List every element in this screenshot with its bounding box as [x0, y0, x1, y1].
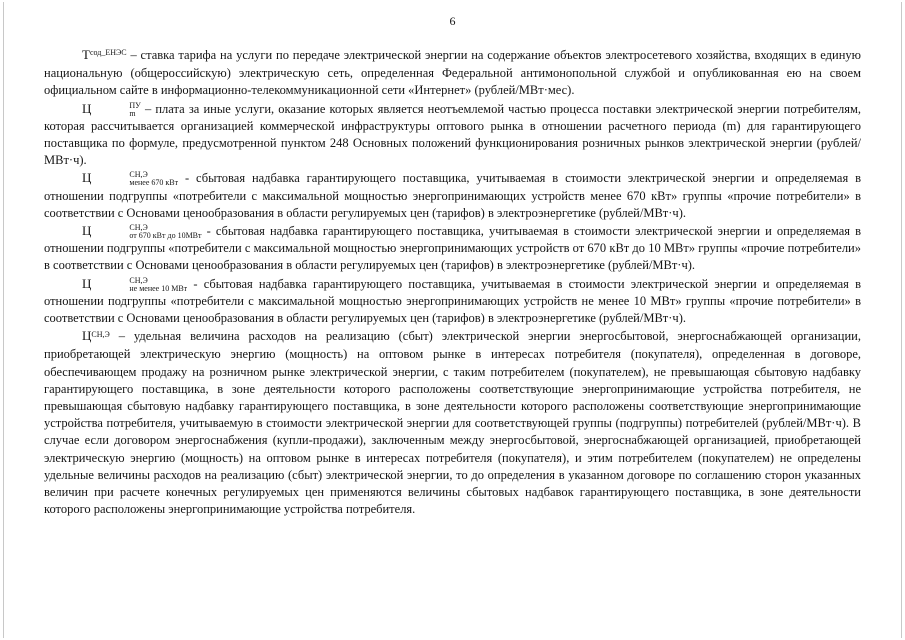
- paragraph-other-services-fee: [44, 100, 861, 170]
- formula-subscript: менее 670 кВт: [129, 178, 179, 188]
- paragraph-specific-sales-costs: [44, 327, 861, 518]
- formula-superscript: СН,Э: [129, 223, 148, 233]
- formula-indices: [91, 102, 140, 118]
- document-body: [44, 46, 861, 518]
- paragraph-text: - сбытовая надбавка гарантирующего поставщика, учитываемая в стоимости электрической энергии и определяемая в отношении подгруппы «потребители с максимальной мощностью энергопринимающих устройств менее 670 кВт» группы «прочие потребители» в соответствии с Основами ценообразования в области регулируемых цен (тарифов) в электроэнергетике (рублей/МВт·ч).: [44, 171, 861, 220]
- paragraph-text: - сбытовая надбавка гарантирующего поставщика, учитываемая в стоимости электрической энергии и определяемая в отношении подгруппы «потребители с максимальной мощностью энергопринимающих устройств не менее 10 МВт» группы «прочие потребители» в соответствии с Основами ценообразования в области регулируемых цен (тарифов) в электроэнергетике (рублей/МВт·ч).: [44, 276, 861, 326]
- formula-subscript: не менее 10 МВт: [129, 283, 188, 293]
- formula-indices: [91, 277, 187, 293]
- paragraph-text: - сбытовая надбавка гарантирующего поставщика, учитываемая в стоимости электрической энергии и определяемая в отношении подгруппы «потребители с максимальной мощностью энергопринимающих устройств от 670 кВт до 10 МВт» группы «прочие потребители» в соответствии с Основами ценообразования в области регулируемых цен (тарифов) в электроэнергетике (рублей/МВт·ч).: [44, 224, 861, 273]
- formula-superscript: СН,Э: [129, 275, 148, 285]
- formula-indices: [91, 224, 201, 240]
- paragraph-text: – плата за иные услуги, оказание которых является неотъемлемой частью процесса поставки электрической энергии потребителям, которая рассчитывается организацией коммерческой инфраструктуры оптового рынка в отношении расчетного периода (m) для гарантирующего поставщика по формуле, предусмотренной пунктом 248 Основных положений функционирования розничных рынков электрической энергии (рублей/МВт·ч).: [44, 101, 861, 168]
- paragraph-tariff-rate: [44, 46, 861, 100]
- formula-superscript: ПУ: [129, 100, 141, 110]
- paragraph-markup-10mw-plus: [44, 275, 861, 328]
- paragraph-markup-670-to-10mw: [44, 222, 861, 275]
- formula-indices: [91, 171, 178, 187]
- formula-symbol: Ц: [82, 328, 92, 344]
- page-number: 6: [449, 14, 456, 28]
- paragraph-text: – ставка тарифа на услуги по передаче электрической энергии на содержание объектов электросетевого хозяйства, входящих в единую национальную (общероссийскую) электрическую сеть, определенная Федеральной антимонопольной службой и опубликованная ею на своем официальном сайте в информационно-телекоммуникационной сети «Интернет» (рублей/МВт·мес).: [44, 48, 861, 98]
- formula-symbol: T: [82, 47, 90, 62]
- formula-subscript: от 670 кВт до 10МВт: [129, 231, 202, 241]
- formula-superscript: сод_ЕНЭС: [89, 48, 127, 58]
- paragraph-markup-less-670: [44, 169, 861, 222]
- formula-symbol: Ц: [82, 170, 92, 186]
- formula-superscript: СН,Э: [91, 329, 110, 339]
- formula-symbol: Ц: [82, 275, 92, 291]
- formula-superscript: СН,Э: [129, 170, 148, 180]
- formula-symbol: Ц: [82, 223, 92, 239]
- paragraph-text: – удельная величина расходов на реализацию (сбыт) электрической энергии энергосбытовой, энергоснабжающей организации, приобретающей электрическую энергию (мощность) на оптовом рынке в интересах потребителя (покупателя), определенная в договоре, обеспечивающем продажу на розничном рынке электрической энергии, с таким потребителем (покупателем), не превышающая сбытовую надбавку гарантирующего поставщика, в зоне деятельности которого расположены соответствующие энергопринимающие устройства потребителя, не превышающая сбытовую надбавку гарантирующего поставщика, в зоне деятельности которого расположены соответствующие энергопринимающие устройства потребителя, учитываемую в стоимости электрической энергии для соответствующей группы (подгруппы) потребителей (рублей/МВт·ч). В случае если договором энергоснабжения (купли-продажи), заключенным между энергосбытовой, энергоснабжающей организацией, приобретающей электрическую энергию (мощность) на оптовом рынке в интересах потребителя (покупателя), и этим потребителем (покупателем) не определены удельные величины расходов на реализацию (сбыт) электрической энергии, то до определения в указанном договоре по соглашению сторон указанных величин при расчете конечных регулируемых цен применяются величины сбытовых надбавок гарантирующего поставщика, в зоне деятельности которого расположены энергопринимающие устройства потребителя.: [44, 329, 861, 517]
- formula-symbol: Ц: [82, 100, 92, 116]
- formula-subscript: m: [129, 108, 136, 118]
